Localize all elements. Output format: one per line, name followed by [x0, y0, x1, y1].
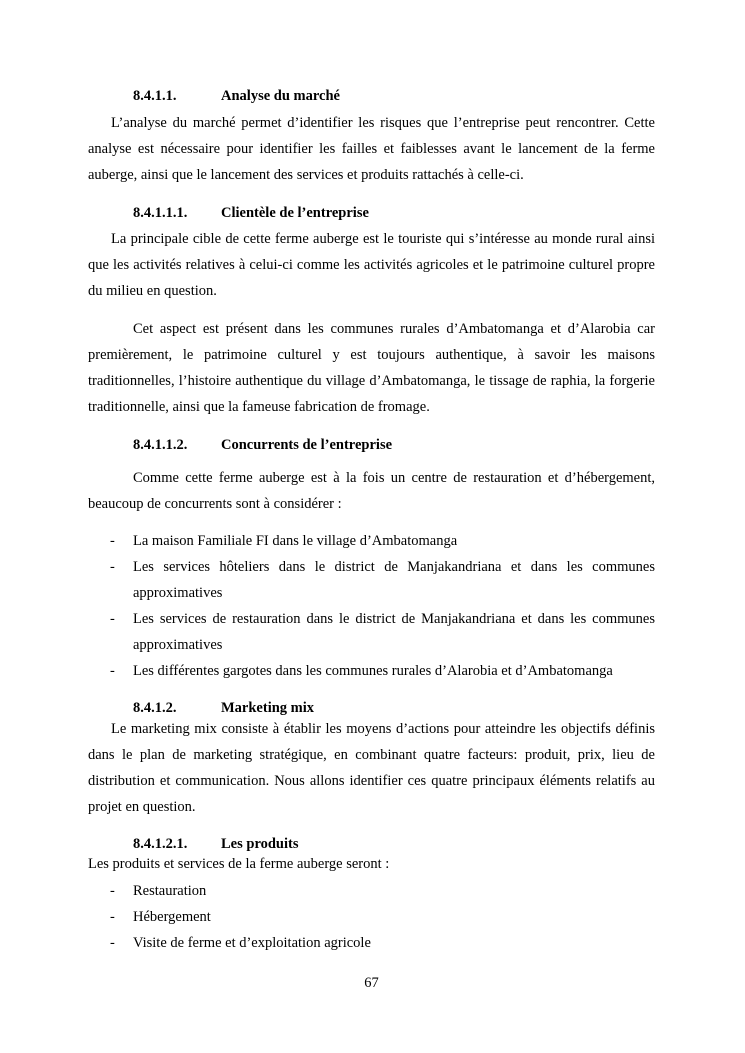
page-number: 67 [364, 975, 379, 991]
section-title: Clientèle de l’entreprise [221, 205, 369, 221]
section-heading-clientele [133, 205, 369, 222]
section-number: 8.4.1.2.1. [133, 836, 188, 852]
list-item-product [88, 930, 655, 956]
bullet-dash: - [110, 611, 115, 627]
list-item-text: Hébergement [133, 909, 211, 925]
list-item-competitor [88, 658, 655, 684]
list-item-product [88, 878, 655, 904]
section-heading-marketing-mix [133, 700, 314, 717]
section-number: 8.4.1.2. [133, 700, 177, 716]
section-title: Analyse du marché [221, 88, 340, 104]
paragraph-produits: Les produits et services de la ferme auberge seront : [88, 856, 390, 872]
section-title: Marketing mix [221, 700, 315, 716]
list-item-text: Restauration [133, 883, 207, 899]
bullet-dash: - [110, 909, 115, 925]
paragraph-concurrents: Comme cette ferme auberge est à la fois un centre de restauration et d’hébergement, beaucoup de concurrents sont à considérer : [88, 470, 655, 512]
list-item-text: Visite de ferme et d’exploitation agricole [133, 935, 371, 951]
list-item-text: Les services de restauration dans le district de Manjakandriana et dans les communes approximatives [133, 611, 655, 653]
section-number: 8.4.1.1. [133, 88, 177, 104]
list-item-product [88, 904, 655, 930]
list-item-text: Les services hôteliers dans le district de Manjakandriana et dans les communes approximatives [133, 559, 655, 601]
paragraph-marketing-mix: Le marketing mix consiste à établir les moyens d’actions pour atteindre les objectifs définis dans le plan de marketing stratégique, en combinant quatre facteurs: produit, prix, lieu de distribution et communication. Nous allons identifier ces quatre principaux éléments relatifs au projet en question. [88, 721, 655, 815]
section-title: Les produits [221, 836, 299, 852]
bullet-dash: - [110, 559, 115, 575]
list-item-text: Les différentes gargotes dans les communes rurales d’Alarobia et d’Ambatomanga [133, 663, 613, 679]
paragraph-clientele: La principale cible de cette ferme auberge est le touriste qui s’intéresse au monde rural ainsi que les activités relatives à celui-ci comme les activités agricoles et le patrimoine culturel propre du milieu en question. [88, 231, 655, 299]
section-title: Concurrents de l’entreprise [221, 437, 393, 453]
list-item-competitor [88, 606, 655, 658]
section-heading-analyse-marche [133, 88, 340, 105]
paragraph-analyse-marche: L’analyse du marché permet d’identifier les risques que l’entreprise peut rencontrer. Cette analyse est nécessaire pour identifier les failles et faiblesses avant le lancement de la ferme auberge, ainsi que le lancement des services et produits rattachés à celle-ci. [88, 115, 655, 183]
bullet-dash: - [110, 883, 115, 899]
list-item-text: La maison Familiale FI dans le village d’Ambatomanga [133, 533, 458, 549]
bullet-dash: - [110, 533, 115, 549]
bullet-dash: - [110, 935, 115, 951]
paragraph-aspect-culturel: Cet aspect est présent dans les communes rurales d’Ambatomanga et d’Alarobia car premièrement, le patrimoine culturel y est toujours authentique, à savoir les maisons traditionnelles, l’histoire authentique du village d’Ambatomanga, le tissage de raphia, la forgerie traditionnelle, ainsi que la fameuse fabrication de fromage. [88, 321, 655, 415]
section-number: 8.4.1.1.1. [133, 205, 188, 221]
section-number: 8.4.1.1.2. [133, 437, 188, 453]
bullet-dash: - [110, 663, 115, 679]
list-item-competitor [88, 554, 655, 606]
list-item-competitor [88, 528, 655, 554]
section-heading-concurrents [133, 437, 392, 454]
